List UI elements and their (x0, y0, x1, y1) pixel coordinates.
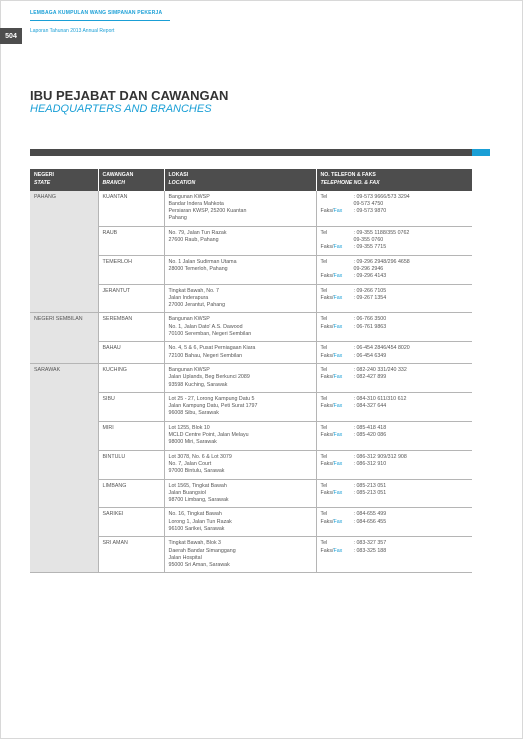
branch-cell: KUANTAN (98, 191, 164, 227)
location-line: No. 16, Tingkat Bawah (168, 511, 222, 518)
location-line: 28000 Temerloh, Pahang (168, 265, 228, 272)
contact-value: : 084-327 644 (353, 403, 387, 410)
contact-value: : 06-766 3500 (353, 316, 387, 323)
location-line: 98700 Limbang, Sarawak (168, 497, 229, 504)
contact-label: Tel (320, 482, 328, 489)
state-cell (30, 508, 98, 537)
contact-cell (316, 392, 472, 421)
branch-cell: RAUB (98, 226, 164, 255)
contact-value: : 06-761 9863 (353, 323, 387, 330)
branch-cell: SARIKEI (98, 508, 164, 537)
header-rule (30, 20, 170, 21)
contact-value: : 06-454 6349 (353, 352, 387, 359)
state-cell (30, 284, 98, 313)
location-line: Jalan Kampung Datu, Peti Surat 1797 (168, 403, 258, 410)
table-row (30, 450, 472, 479)
phone-line (321, 201, 469, 208)
fax-line (321, 353, 469, 360)
phone-line (321, 230, 469, 237)
phone-line (321, 367, 469, 374)
location-line: 93598 Kuching, Sarawak (168, 381, 228, 388)
contact-value: : 085-213 051 (353, 482, 387, 489)
table-row (30, 537, 472, 573)
contact-label (321, 273, 354, 280)
table-row (30, 313, 472, 342)
contact-label (321, 244, 354, 251)
header-branch-en: BRANCH (102, 179, 125, 186)
phone-line (321, 396, 469, 403)
table-row (30, 255, 472, 284)
contact-label: Tel (320, 511, 328, 518)
branch-cell: JERANTUT (98, 284, 164, 313)
fax-label-en: Fax (333, 323, 343, 330)
location-line: No. 1, Jalan Dato' A.S. Dawood (168, 323, 243, 330)
location-line: 98000 Miri, Sarawak (168, 439, 217, 446)
branch-cell: SRI AMAN (98, 537, 164, 573)
contact-label (321, 208, 354, 215)
contact-label: Tel (320, 540, 328, 547)
table-row (30, 479, 472, 508)
location-line: 70100 Seremban, Negeri Sembilan (168, 331, 252, 338)
contact-cell (316, 421, 472, 450)
location-line: No. 1 Jalan Sudirman Utama (168, 258, 237, 265)
contact-label: Tel (320, 258, 328, 265)
location-line: Bangunan KWSP (168, 366, 210, 373)
contact-cell (316, 255, 472, 284)
location-cell (164, 537, 316, 573)
location-cell (164, 479, 316, 508)
state-cell (30, 421, 98, 450)
location-cell (164, 392, 316, 421)
header-location-ms: LOKASI (168, 172, 189, 178)
state-cell (30, 450, 98, 479)
contact-label: Tel (320, 424, 328, 431)
contact-cell (316, 363, 472, 392)
contact-value: : 09-573 9870 (353, 208, 387, 215)
header-state (30, 169, 98, 191)
table-row (30, 363, 472, 392)
location-line: Jalan Buangsiol (168, 489, 206, 496)
location-line: Bandar Indera Mahkota (168, 200, 224, 207)
phone-line (321, 425, 469, 432)
location-cell (164, 255, 316, 284)
fax-label-en: Fax (333, 403, 343, 410)
location-line: No. 4, 5 & 6, Pusat Perniagaan Kiara (168, 345, 256, 352)
location-line: Daerah Bandar Simanggang (168, 547, 236, 554)
contact-value: : 09-573 9666/573 3294 (353, 193, 410, 200)
contact-cell (316, 508, 472, 537)
location-line: Lot 3078, No. 6 & Lot 3079 (168, 453, 232, 460)
phone-line (321, 259, 469, 266)
report-title: Laporan Tahunan 2013 Annual Report (30, 28, 115, 34)
location-line: Tingkat Bawah, No. 7 (168, 287, 219, 294)
branch-cell: MIRI (98, 421, 164, 450)
location-line: 97000 Bintulu, Sarawak (168, 468, 225, 475)
phone-line (321, 511, 469, 518)
contact-cell (316, 342, 472, 364)
header-state-ms: NEGERI (34, 172, 54, 178)
fax-line (321, 548, 469, 555)
location-line: 95000 Sri Aman, Sarawak (168, 562, 230, 569)
table-header-row (30, 169, 472, 191)
location-cell (164, 508, 316, 537)
contact-value: : 085-418 418 (353, 424, 387, 431)
state-cell (30, 537, 98, 573)
contact-label: Tel (320, 193, 328, 200)
fax-label-en: Fax (333, 294, 343, 301)
fax-label-ms: Faks/ (320, 352, 334, 359)
branch-cell: BAHAU (98, 342, 164, 364)
contact-label (321, 490, 354, 497)
contact-label (321, 403, 354, 410)
contact-cell (316, 284, 472, 313)
location-line: 96008 Sibu, Sarawak (168, 410, 219, 417)
state-cell: NEGERI SEMBILAN (30, 313, 98, 342)
location-line: Lot 25 - 27, Lorong Kampung Datu 5 (168, 395, 255, 402)
table-row (30, 191, 472, 227)
fax-label-en: Fax (333, 432, 343, 439)
fax-label-en: Fax (333, 208, 343, 215)
contact-label (321, 374, 354, 381)
table-row (30, 284, 472, 313)
state-cell (30, 226, 98, 255)
contact-value: : 086-312 910 (353, 460, 387, 467)
section-bar-accent (472, 149, 490, 156)
contact-value: : 09-267 1354 (353, 294, 387, 301)
contact-label (321, 201, 354, 208)
branch-cell: SIBU (98, 392, 164, 421)
contact-value: : 083-325 188 (353, 547, 387, 554)
state-cell: SARAWAK (30, 363, 98, 392)
fax-line (321, 403, 469, 410)
fax-label-en: Fax (333, 547, 343, 554)
contact-value: : 084-656 455 (353, 518, 387, 525)
table-row (30, 342, 472, 364)
fax-label-ms: Faks/ (320, 374, 334, 381)
contact-value: : 082-427 899 (353, 374, 387, 381)
page-subtitle: HEADQUARTERS AND BRANCHES (30, 103, 212, 115)
header-contact-ms: NO. TELEFON & FAKS (320, 172, 376, 178)
contact-cell (316, 191, 472, 227)
contact-value: : 085-420 086 (353, 432, 387, 439)
location-line: No. 79, Jalan Tun Razak (168, 229, 227, 236)
contact-label: Tel (320, 395, 328, 402)
fax-label-en: Fax (333, 489, 343, 496)
table-row (30, 226, 472, 255)
location-line: Tingkat Bawah, Blok 3 (168, 540, 222, 547)
fax-line (321, 244, 469, 251)
fax-label-en: Fax (333, 244, 343, 251)
fax-label-en: Fax (333, 460, 343, 467)
fax-line (321, 295, 469, 302)
fax-label-ms: Faks/ (320, 489, 334, 496)
contact-label (321, 519, 354, 526)
contact-value: : 084-655 499 (353, 511, 387, 518)
fax-line (321, 374, 469, 381)
location-line: Pahang (168, 215, 187, 222)
header-location (164, 169, 316, 191)
contact-label (321, 461, 354, 468)
phone-line (321, 345, 469, 352)
location-line: MCLD Centre Point, Jalan Melayu (168, 432, 249, 439)
location-cell (164, 284, 316, 313)
contact-cell (316, 313, 472, 342)
contact-value: : 09-266 7105 (353, 287, 387, 294)
contact-label: Tel (320, 366, 328, 373)
section-bar (30, 149, 472, 156)
organization-name: LEMBAGA KUMPULAN WANG SIMPANAN PEKERJA (30, 10, 163, 16)
fax-label-en: Fax (333, 518, 343, 525)
location-cell (164, 450, 316, 479)
contact-value: : 085-213 051 (353, 489, 387, 496)
table-row (30, 508, 472, 537)
contact-label: Tel (320, 345, 328, 352)
contact-label: Tel (320, 453, 328, 460)
state-cell (30, 255, 98, 284)
location-line: Jalan Uplands, Beg Berkunci 2089 (168, 374, 250, 381)
contact-value: : 084-310 611/310 612 (353, 395, 407, 402)
header-branch (98, 169, 164, 191)
contact-cell (316, 479, 472, 508)
contact-label: Tel (320, 316, 328, 323)
location-cell (164, 191, 316, 227)
contact-cell (316, 450, 472, 479)
branches-table (30, 169, 473, 573)
state-cell (30, 479, 98, 508)
location-line: Lot 1565, Tingkat Bawah (168, 482, 227, 489)
location-cell (164, 363, 316, 392)
fax-line (321, 208, 469, 215)
phone-line (321, 194, 469, 201)
fax-line (321, 273, 469, 280)
page-number: 504 (0, 28, 22, 44)
contact-label (321, 295, 354, 302)
fax-label-ms: Faks/ (320, 323, 334, 330)
contact-label (321, 237, 354, 244)
contact-value: : 09-296 2948/296 4658 (353, 258, 410, 265)
table-body (30, 191, 472, 573)
contact-label (321, 353, 354, 360)
fax-label-ms: Faks/ (320, 403, 334, 410)
branch-cell: SEREMBAN (98, 313, 164, 342)
location-cell (164, 226, 316, 255)
location-cell (164, 342, 316, 364)
fax-label-ms: Faks/ (320, 460, 334, 467)
contact-value: : 09-355 1188/355 0762 (353, 229, 410, 236)
state-cell (30, 342, 98, 364)
fax-line (321, 519, 469, 526)
fax-label-ms: Faks/ (320, 208, 334, 215)
phone-line (321, 316, 469, 323)
location-line: Lot 1255, Blok 10 (168, 424, 210, 431)
header-location-en: LOCATION (168, 179, 196, 186)
state-cell (30, 392, 98, 421)
fax-line (321, 432, 469, 439)
phone-line (321, 454, 469, 461)
fax-label-ms: Faks/ (320, 547, 334, 554)
fax-label-en: Fax (333, 352, 343, 359)
contact-value: : 082-240 331/240 332 (353, 366, 407, 373)
phone-line (321, 237, 469, 244)
contact-cell (316, 226, 472, 255)
contact-label (321, 266, 354, 273)
contact-value: : 09-355 7715 (353, 244, 387, 251)
location-line: 72100 Bahau, Negeri Sembilan (168, 352, 243, 359)
location-cell (164, 421, 316, 450)
page-title: IBU PEJABAT DAN CAWANGAN (30, 88, 229, 103)
table-row (30, 421, 472, 450)
location-line: Jalan Hospital (168, 554, 202, 561)
contact-label: Tel (320, 287, 328, 294)
fax-line (321, 490, 469, 497)
location-line: 27600 Raub, Pahang (168, 237, 219, 244)
header-contact (316, 169, 472, 191)
fax-label-ms: Faks/ (320, 432, 334, 439)
branch-cell: TEMERLOH (98, 255, 164, 284)
contact-value: : 083-327 357 (353, 540, 387, 547)
branch-cell: BINTULU (98, 450, 164, 479)
contact-cell (316, 537, 472, 573)
location-line: Persiaran KWSP, 25200 Kuantan (168, 208, 247, 215)
header-branch-ms: CAWANGAN (102, 172, 134, 178)
contact-value: 09-355 0760 (353, 237, 384, 244)
contact-label (321, 432, 354, 439)
location-line: Lorong 1, Jalan Tun Razak (168, 518, 232, 525)
location-line: No. 7, Jalan Court (168, 460, 212, 467)
location-line: 96100 Sarikei, Sarawak (168, 525, 225, 532)
header-state-en: STATE (34, 179, 51, 186)
phone-line (321, 483, 469, 490)
contact-value: 09-573 4750 (353, 200, 384, 207)
branch-cell: KUCHING (98, 363, 164, 392)
fax-label-ms: Faks/ (320, 518, 334, 525)
phone-line (321, 266, 469, 273)
location-line: Bangunan KWSP (168, 193, 210, 200)
contact-label: Tel (320, 229, 328, 236)
contact-value: : 086-312 909/312 908 (353, 453, 407, 460)
fax-label-en: Fax (333, 374, 343, 381)
location-line: Bangunan KWSP (168, 316, 210, 323)
branch-cell: LIMBANG (98, 479, 164, 508)
fax-line (321, 461, 469, 468)
contact-value: 09-296 2946 (353, 265, 384, 272)
fax-label-ms: Faks/ (320, 273, 334, 280)
fax-label-ms: Faks/ (320, 294, 334, 301)
state-cell: PAHANG (30, 191, 98, 227)
location-line: Jalan Inderapura (168, 294, 209, 301)
location-cell (164, 313, 316, 342)
phone-line (321, 540, 469, 547)
fax-label-en: Fax (333, 273, 343, 280)
contact-value: : 06-454 2846/454 8020 (353, 345, 410, 352)
table-row (30, 392, 472, 421)
location-line: 27000 Jerantut, Pahang (168, 302, 226, 309)
contact-label (321, 548, 354, 555)
contact-value: : 09-296 4143 (353, 273, 387, 280)
header-contact-en: TELEPHONE NO. & FAX (320, 179, 380, 186)
fax-label-ms: Faks/ (320, 244, 334, 251)
phone-line (321, 288, 469, 295)
contact-label (321, 324, 354, 331)
fax-line (321, 324, 469, 331)
